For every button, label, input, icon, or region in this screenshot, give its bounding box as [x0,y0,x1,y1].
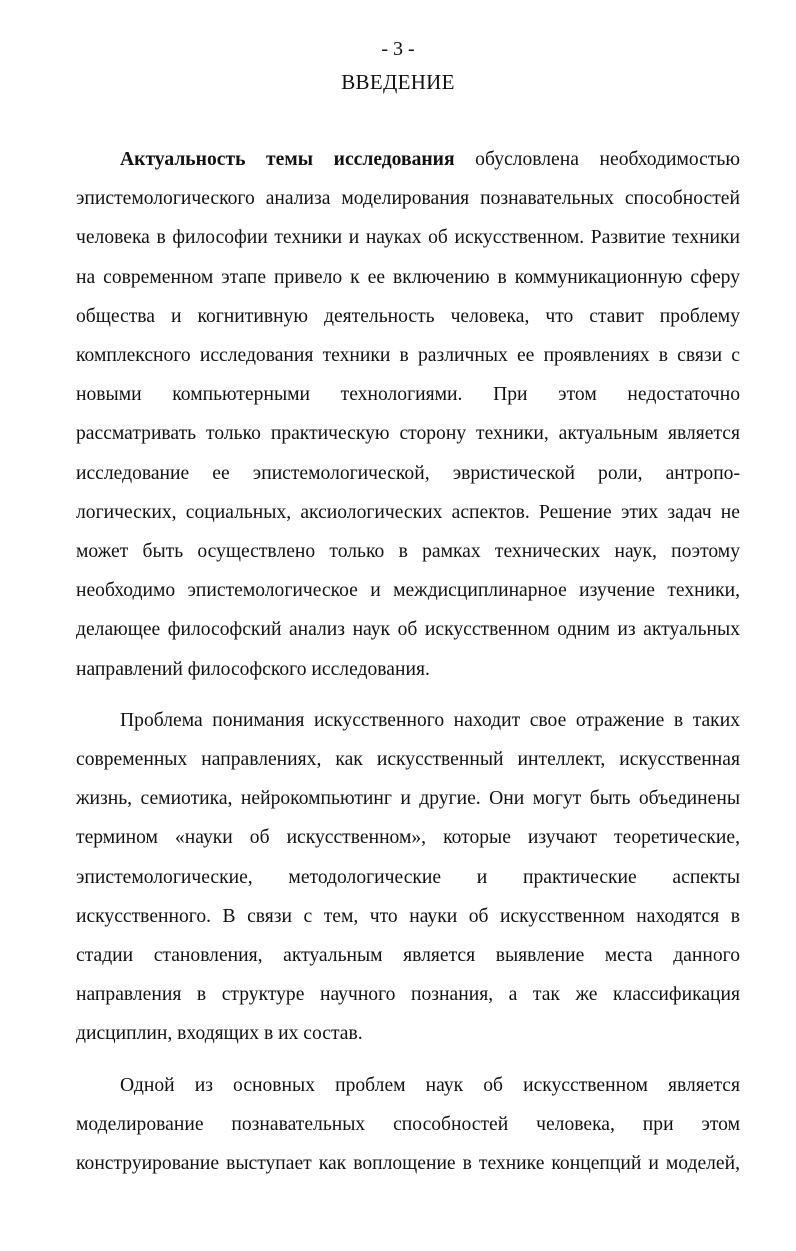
paragraph-line: жизнь, семиотика, нейрокомпьютинг и другие. Они могут быть объединены [76,788,740,810]
paragraph-line: дисциплин, входящих в их состав. [76,1023,363,1045]
section-heading: ВВЕДЕНИЕ [341,70,455,94]
paragraph-line: рассматривать только практическую сторону техники, актуальным является [76,423,740,445]
paragraph-line: моделирование познавательных способностей человека, при этом [76,1113,740,1135]
paragraph-line: конструирование выступает как воплощение в технике концепций и моделей, [76,1153,740,1175]
paragraph-line: делающее философский анализ наук об искусственном одним из актуальных [76,619,740,641]
paragraph-line: необходимо эпистемологическое и междисциплинарное изучение техники, [76,580,740,602]
paragraph-line: новыми компьютерными технологиями. При этом недостаточно [76,384,740,406]
paragraph-3 [76,1066,740,1184]
paragraph-line: эпистемологического анализа моделирования познавательных способностей [76,188,740,210]
paragraph-line: искусственного. В связи с тем, что науки об искусственном находятся в [76,905,740,927]
paragraph-line: логических, социальных, аксиологических аспектов. Решение этих задач не [76,501,740,523]
paragraph-line: направлений философского исследования. [76,658,430,680]
paragraph-2 [76,701,740,1054]
paragraph-line: на современном этапе привело к ее включению в коммуникационную сферу [76,266,740,288]
document-body [76,140,740,1183]
paragraph-line: эпистемологические, методологические и практические аспекты [76,866,740,888]
paragraph-line: направления в структуре научного познания, а так же классификация [76,984,740,1006]
page-number: - 3 - [381,38,415,60]
paragraph-line: Проблема понимания искусственного находит свое отражение в таких [120,709,740,731]
paragraph-line: может быть осуществлено только в рамках технических наук, поэтому [76,541,740,563]
paragraph-line: исследование ее эпистемологической, эвристической роли, антропо- [76,462,740,484]
paragraph-line: термином «науки об искусственном», которые изучают теоретические, [76,827,740,849]
paragraph-line: стадии становления, актуальным является выявление места данного [76,945,740,967]
paragraph-line: общества и когнитивную деятельность человека, что ставит проблему [76,305,740,327]
paragraph-line: современных направлениях, как искусственный интеллект, искусственная [76,749,740,771]
paragraph-line: человека в философии техники и науках об искусственном. Развитие техники [76,227,740,249]
paragraph-1 [76,140,740,689]
paragraph-line: комплексного исследования техники в различных ее проявлениях в связи с [76,345,740,367]
paragraph-line: Актуальность темы исследования обусловлена необходимостью [120,149,740,170]
bold-lead-phrase: Актуальность темы исследования [120,149,455,170]
paragraph-line: Одной из основных проблем наук об искусственном является [120,1074,740,1096]
